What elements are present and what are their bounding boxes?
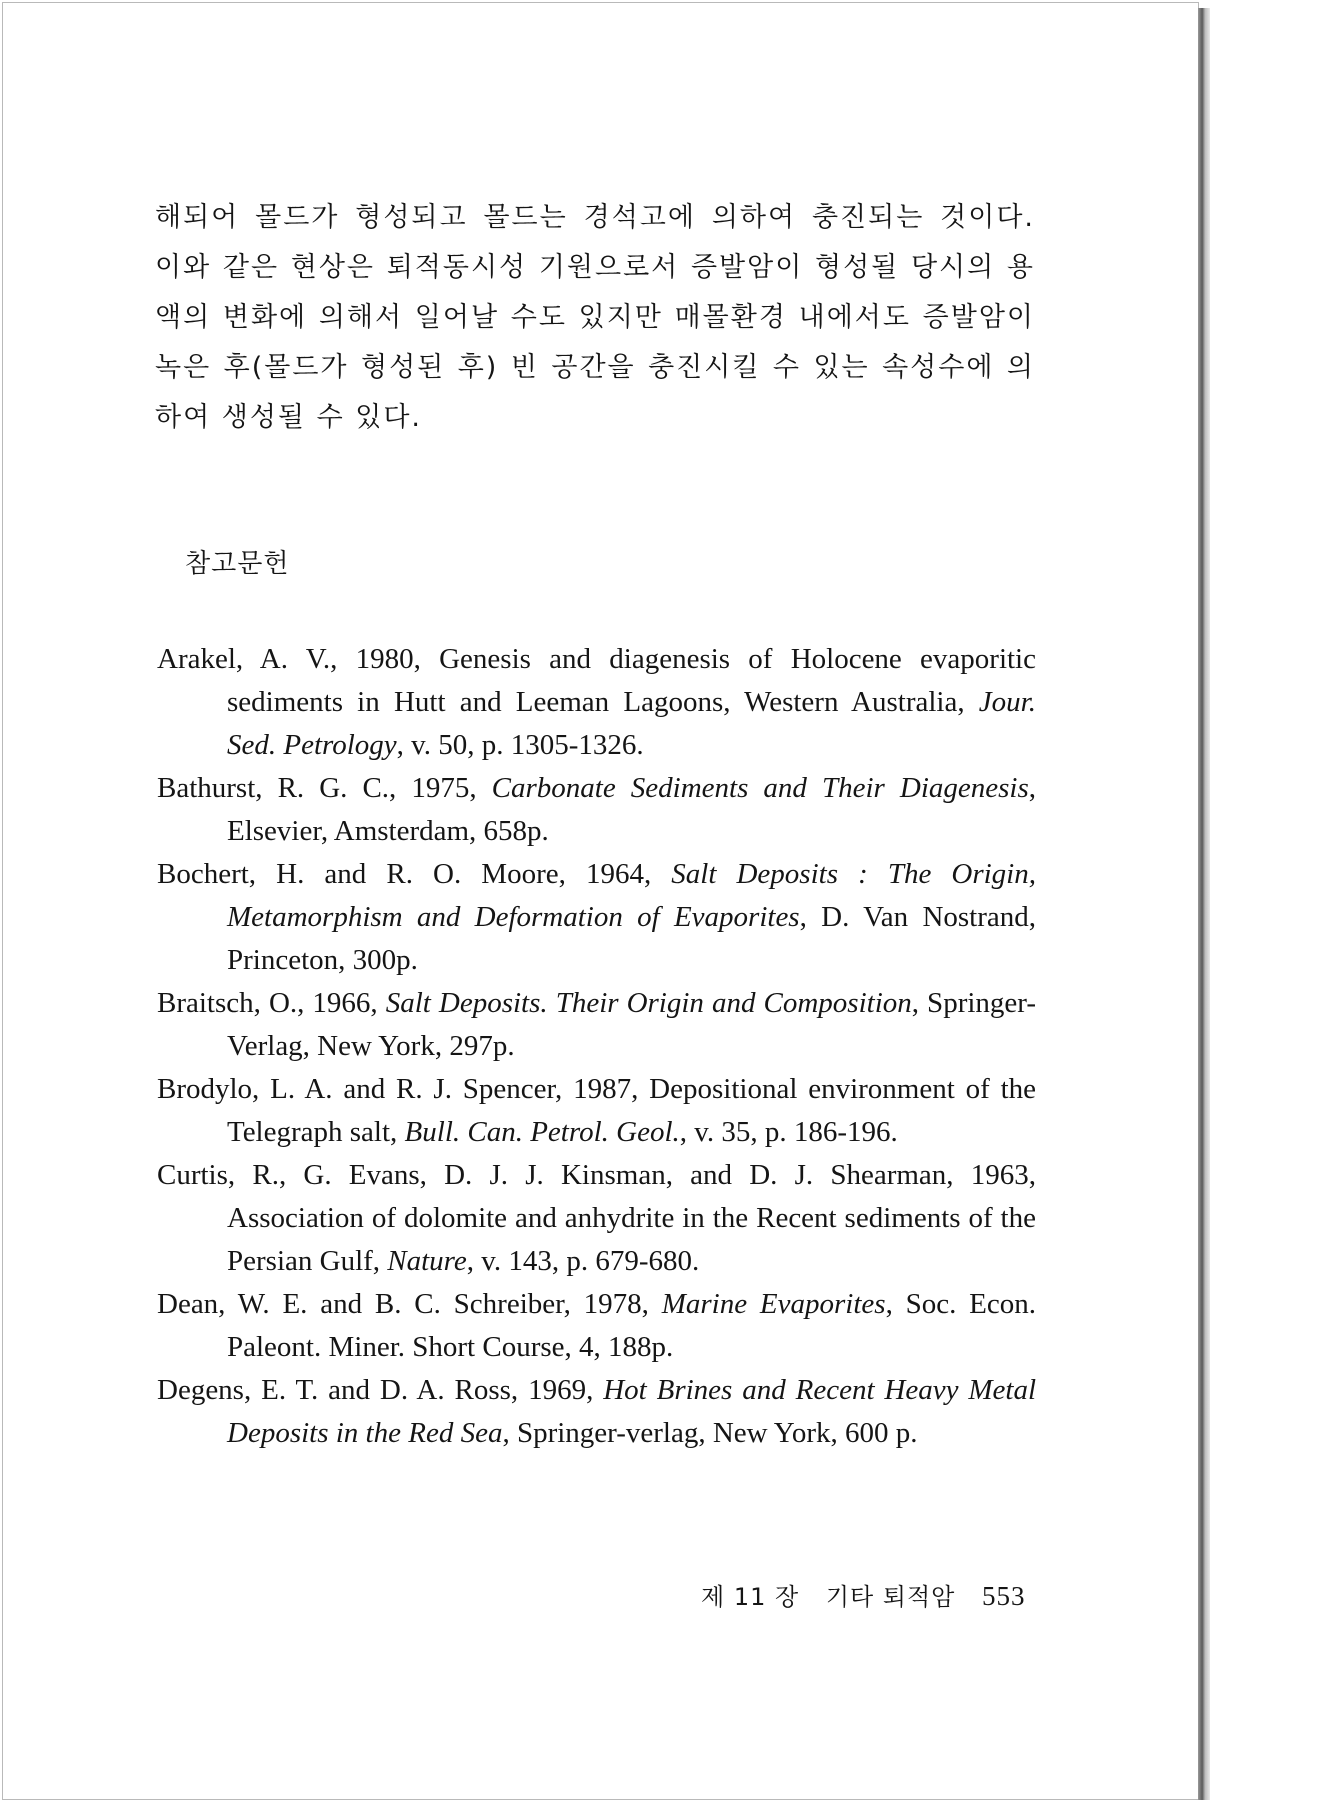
reference-list	[157, 638, 1036, 1455]
reference-source: Carbonate Sediments and Their Diagenesis	[491, 772, 1029, 804]
reference-text: Braitsch, O., 1966,	[157, 987, 386, 1019]
reference-details: , v. 50, p. 1305-1326.	[396, 729, 644, 761]
reference-source: Marine Evaporites	[661, 1288, 886, 1320]
reference-text: Bathurst, R. G. C., 1975,	[157, 772, 492, 804]
reference-source: Jour. Sed. Petrology	[227, 686, 1036, 761]
reference-details: , v. 35, p. 186-196.	[679, 1116, 898, 1148]
chapter-label: 제 11 장	[701, 1583, 800, 1611]
page-stack-edge	[1198, 8, 1210, 1800]
reference-details: , Springer-verlag, New York, 600 p.	[502, 1417, 918, 1449]
reference-details: , Elsevier, Amsterdam, 658p.	[227, 772, 1036, 847]
reference-entry	[157, 1369, 1036, 1455]
reference-entry	[157, 638, 1036, 767]
book-page	[2, 2, 1199, 1800]
reference-entry	[157, 982, 1036, 1068]
reference-entry	[157, 767, 1036, 853]
reference-text: Bochert, H. and R. O. Moore, 1964,	[157, 858, 672, 890]
body-paragraph: 해되어 몰드가 형성되고 몰드는 경석고에 의하여 충진되는 것이다. 이와 같은 현상은 퇴적동시성 기원으로서 증발암이 형성될 당시의 용액의 변화에 의해서 일어날 수도 있지만 매몰환경 내에서도 증발암이 녹은 후(몰드가 형성된 후) 빈 공간을 충진시킬 수 있는 속성수에 의하여 생성될 수 있다.	[155, 202, 1035, 433]
page-number: 553	[982, 1581, 1026, 1611]
reference-text: Arakel, A. V., 1980, Genesis and diagenesis of Holocene evaporitic sediments in Hutt and Leeman Lagoons, Western Australia,	[157, 643, 1036, 718]
reference-entry	[157, 1068, 1036, 1154]
reference-details: , Springer-Verlag, New York, 297p.	[227, 987, 1037, 1062]
reference-details: , D. Van Nostrand, Princeton, 300p.	[227, 901, 1037, 976]
reference-entry	[157, 1283, 1036, 1369]
reference-source: Hot Brines and Recent Heavy Metal Deposits in the Red Sea	[227, 1374, 1036, 1449]
reference-source: Salt Deposits. Their Origin and Composition	[385, 987, 912, 1019]
reference-entry	[157, 1154, 1036, 1283]
chapter-title: 기타 퇴적암	[825, 1583, 956, 1611]
reference-entry	[157, 853, 1036, 982]
references-heading: 참고문헌	[185, 549, 290, 579]
reference-details: , Soc. Econ. Paleont. Miner. Short Course, 4, 188p.	[227, 1288, 1036, 1363]
reference-text: Brodylo, L. A. and R. J. Spencer, 1987, Depositional environment of the Telegraph salt,	[157, 1073, 1036, 1148]
reference-details: , v. 143, p. 679-680.	[466, 1245, 700, 1277]
reference-source: Nature	[387, 1245, 467, 1277]
reference-text: Dean, W. E. and B. C. Schreiber, 1978,	[157, 1288, 662, 1320]
reference-text: Curtis, R., G. Evans, D. J. J. Kinsman, and D. J. Shearman, 1963, Association of dolomite and anhydrite in the Recent sediments of the Persian Gulf,	[157, 1159, 1036, 1277]
reference-text: Degens, E. T. and D. A. Ross, 1969,	[157, 1374, 604, 1406]
reference-source: Bull. Can. Petrol. Geol.	[404, 1116, 680, 1148]
reference-source: Salt Deposits : The Origin, Metamorphism and Deformation of Evaporites	[227, 858, 1036, 933]
page-footer	[701, 1577, 1026, 1612]
